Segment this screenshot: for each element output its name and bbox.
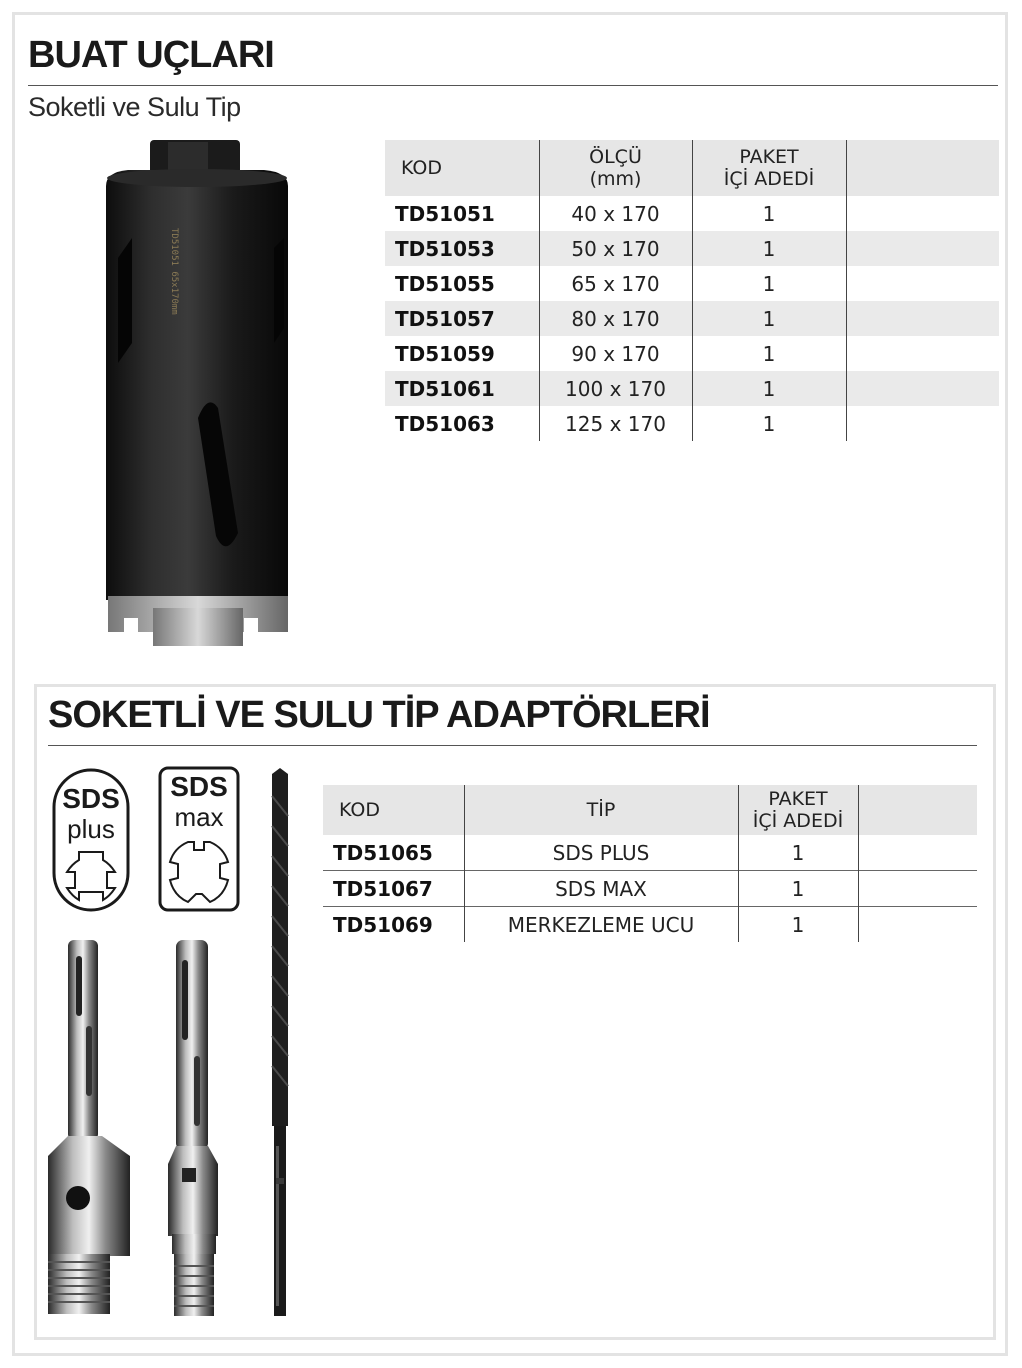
- cell-kod: TD51065: [323, 835, 464, 871]
- cell-empty: [846, 301, 999, 336]
- cell-empty: [846, 336, 999, 371]
- table-row: [323, 871, 977, 907]
- sds-max-badge: [158, 766, 240, 912]
- col-header-paket: [692, 140, 846, 196]
- cell-olcu: 125 x 170: [539, 406, 692, 441]
- col-header-paket: [738, 785, 858, 835]
- cell-kod: TD51063: [385, 406, 539, 441]
- col-header-kod: KOD: [385, 140, 539, 196]
- cell-kod: TD51055: [385, 266, 539, 301]
- cell-kod: TD51067: [323, 871, 464, 907]
- cell-paket: 1: [738, 835, 858, 871]
- col-header-empty: [846, 140, 999, 196]
- cell-paket: 1: [738, 907, 858, 943]
- cell-empty: [858, 835, 977, 871]
- cell-tip: MERKEZLEME UCU: [464, 907, 738, 943]
- table-row: [385, 231, 999, 266]
- col-header-olcu: [539, 140, 692, 196]
- drill-engraving: TD51051 65x170mm: [169, 228, 179, 315]
- cell-olcu: 65 x 170: [539, 266, 692, 301]
- table-row: [323, 835, 977, 871]
- cell-kod: TD51051: [385, 196, 539, 231]
- cell-olcu: 100 x 170: [539, 371, 692, 406]
- cell-empty: [858, 871, 977, 907]
- cell-empty: [846, 371, 999, 406]
- adapter-table: [323, 785, 977, 942]
- paket-label: PAKET: [739, 146, 799, 168]
- cell-kod: TD51053: [385, 231, 539, 266]
- sds-max-line2: max: [174, 802, 224, 832]
- cell-empty: [846, 196, 999, 231]
- col-header-kod: KOD: [323, 785, 464, 835]
- buat-ucu-table: [385, 140, 999, 441]
- table-row: [385, 336, 999, 371]
- cell-paket: 1: [692, 301, 846, 336]
- table-row: [385, 266, 999, 301]
- cell-paket: 1: [692, 336, 846, 371]
- table-row: [385, 406, 999, 441]
- table-row: [385, 301, 999, 336]
- section2-title: SOKETLİ VE SULU TİP ADAPTÖRLERİ: [48, 694, 710, 736]
- table-header: [323, 785, 977, 835]
- sds-plus-line2: plus: [67, 814, 115, 844]
- table-header: [385, 140, 999, 196]
- paket-label-2: İÇİ ADEDİ: [723, 168, 815, 190]
- cell-tip: SDS PLUS: [464, 835, 738, 871]
- sds-plus-adapter-image: [40, 936, 140, 1336]
- cell-paket: 1: [692, 406, 846, 441]
- sds-max-line1: SDS: [170, 771, 228, 802]
- cell-tip: SDS MAX: [464, 871, 738, 907]
- table-row: [385, 371, 999, 406]
- cell-olcu: 90 x 170: [539, 336, 692, 371]
- cell-empty: [858, 907, 977, 943]
- section1-title: BUAT UÇLARI: [28, 34, 274, 76]
- cell-empty: [846, 231, 999, 266]
- table-row: [323, 907, 977, 943]
- core-drill-bit-image: [98, 138, 298, 648]
- section1-rule: [28, 85, 998, 86]
- sds-max-adapter-image: [158, 936, 238, 1328]
- cell-kod: TD51057: [385, 301, 539, 336]
- sds-plus-badge: [52, 768, 130, 912]
- cell-paket: 1: [692, 231, 846, 266]
- paket-label: PAKET: [768, 788, 828, 810]
- cell-empty: [846, 406, 999, 441]
- cell-olcu: 50 x 170: [539, 231, 692, 266]
- cell-olcu: 40 x 170: [539, 196, 692, 231]
- section2-rule: [48, 745, 977, 746]
- olcu-label: ÖLÇÜ: [589, 146, 642, 168]
- cell-paket: 1: [692, 196, 846, 231]
- cell-olcu: 80 x 170: [539, 301, 692, 336]
- cell-empty: [846, 266, 999, 301]
- cell-kod: TD51061: [385, 371, 539, 406]
- cell-kod: TD51059: [385, 336, 539, 371]
- section1-subtitle: Soketli ve Sulu Tip: [28, 92, 241, 122]
- col-header-empty: [858, 785, 977, 835]
- cell-kod: TD51069: [323, 907, 464, 943]
- cell-paket: 1: [692, 266, 846, 301]
- centering-drill-image: [258, 766, 302, 1320]
- paket-label-2: İÇİ ADEDİ: [752, 810, 844, 832]
- col-header-tip: TİP: [464, 785, 738, 835]
- cell-paket: 1: [692, 371, 846, 406]
- table-row: [385, 196, 999, 231]
- olcu-unit: (mm): [589, 168, 642, 190]
- sds-plus-line1: SDS: [62, 783, 120, 814]
- cell-paket: 1: [738, 871, 858, 907]
